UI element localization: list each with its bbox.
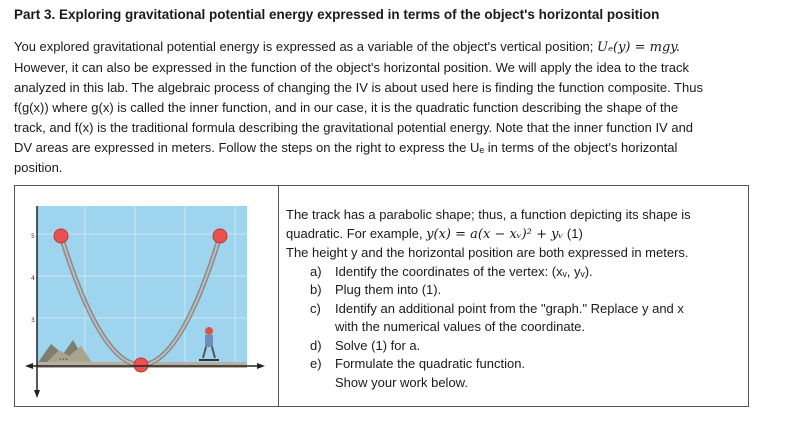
ball-left: [54, 229, 68, 243]
step-text: Solve (1) for a.: [335, 337, 421, 353]
step-item: [286, 318, 746, 337]
ball-right: [213, 229, 227, 243]
parabola-track-illustration: [15, 186, 278, 406]
instructions-line: The height y and the horizontal position are both expressed in meters.: [286, 245, 689, 260]
instructions-line: [286, 225, 746, 245]
step-item: [286, 281, 746, 300]
y-axis-arrow: [34, 390, 40, 398]
column-divider: [278, 186, 279, 406]
ball-vertex: [134, 358, 148, 372]
quadratic-equation: y(x) = a(x − xᵥ)² + yᵥ: [426, 226, 564, 242]
intro-line: [14, 37, 774, 58]
step-item: [286, 300, 746, 319]
y-tick-label: 5: [31, 233, 35, 240]
energy-equation: Uₑ(y) = mgy.: [597, 40, 681, 55]
step-letter: a): [310, 263, 322, 279]
step-text: Plug them into (1).: [335, 282, 442, 297]
x-axis-arrow-left: [25, 363, 33, 369]
content-table: [14, 185, 749, 407]
instructions-line: The track has a parabolic shape; thus, a function depicting its shape is: [286, 207, 691, 222]
intro-paragraph: [14, 37, 774, 178]
intro-line: DV areas are expressed in meters. Follow the steps on the right to express the Uₑ in terms of the object's horizontal: [14, 140, 678, 155]
step-item: [286, 355, 746, 374]
step-text: Identify the coordinates of the vertex: (xᵥ, yᵥ).: [335, 263, 593, 279]
step-letter: e): [310, 356, 322, 371]
y-tick-label: 3: [31, 317, 35, 324]
step-item: [286, 337, 746, 356]
intro-line: However, it can also be expressed in the function of the object's horizontal position. We will apply the idea to the track: [14, 60, 690, 75]
equation-tag: (1): [563, 225, 583, 241]
intro-text: You explored gravitational potential energy is expressed as a variable of the object's vertical position;: [14, 39, 598, 54]
step-item: [286, 263, 746, 282]
steps-list: [286, 263, 746, 393]
ground-label: •••: [59, 357, 68, 363]
intro-line: track, and f(x) is the traditional formula describing the gravitational potential energy. Note that the inner function IV and: [14, 120, 694, 135]
y-tick-label: 4: [31, 275, 35, 282]
step-item: [286, 374, 746, 393]
intro-line: analyzed in this lab. The algebraic process of changing the IV is about used here is finding the function composite. Thus: [14, 80, 703, 95]
instructions-text: quadratic. For example,: [286, 225, 427, 241]
section-title: Part 3. Exploring gravitational potential energy expressed in terms of the object's horizontal position: [14, 7, 660, 22]
step-letter: b): [310, 282, 322, 297]
intro-line: f(g(x)) where g(x) is called the inner function, and in our case, it is the quadratic function describing the shape of the: [14, 100, 679, 115]
skate-park-figure: [15, 186, 278, 406]
step-letter: d): [310, 337, 322, 353]
x-axis-arrow: [257, 363, 265, 369]
intro-line: position.: [14, 160, 63, 175]
step-text: Formulate the quadratic function.: [335, 356, 526, 371]
step-text: Show your work below.: [335, 374, 468, 390]
step-text: with the numerical values of the coordinate.: [335, 319, 586, 334]
instructions-panel: [286, 206, 746, 392]
step-text: Identify an additional point from the "graph." Replace y and x: [335, 300, 684, 316]
step-letter: c): [310, 300, 321, 316]
